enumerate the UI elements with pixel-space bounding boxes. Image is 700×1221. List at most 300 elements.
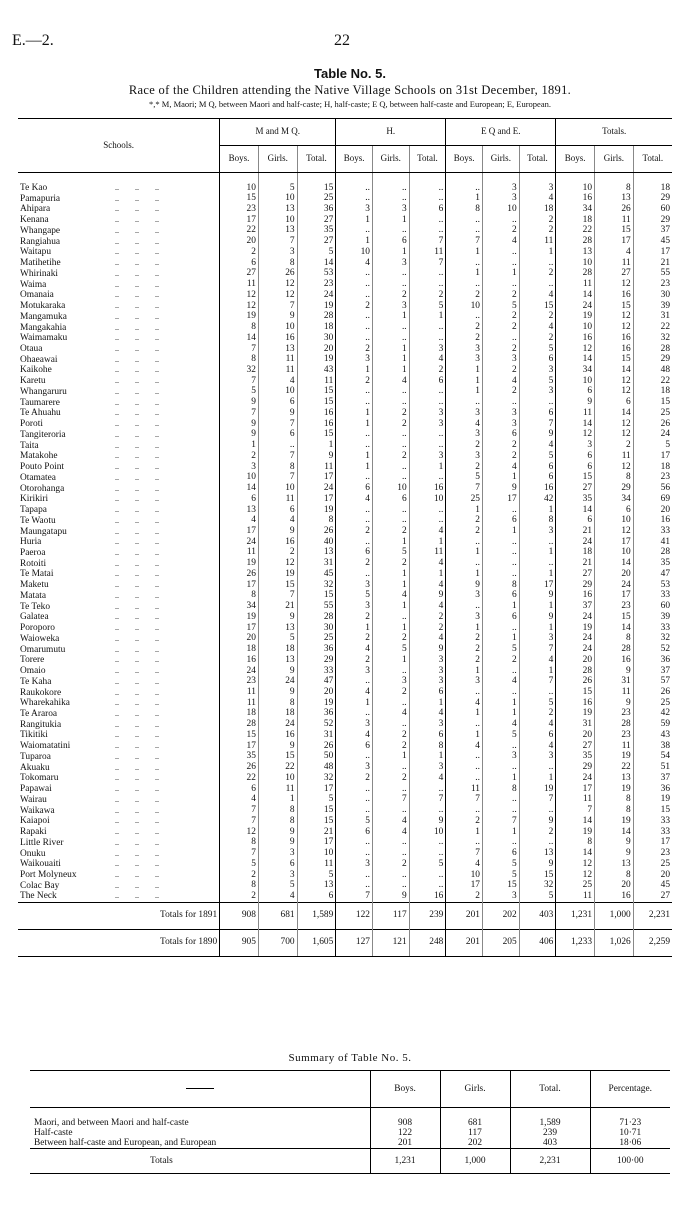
cell-value: 10 <box>446 301 483 312</box>
cell-value: .. <box>336 183 373 194</box>
school-label: Te Matai <box>20 569 54 580</box>
cell-value: 3 <box>409 344 446 355</box>
summary-total-value: 100·00 <box>590 1149 670 1174</box>
cell-value: 6 <box>258 398 297 409</box>
table-row <box>18 269 672 280</box>
cell-value: .. <box>336 806 373 817</box>
cell-value: .. <box>336 290 373 301</box>
school-label: Te Kao <box>20 183 48 193</box>
cell-value: 13 <box>220 505 259 516</box>
cell-value: .. <box>519 280 556 291</box>
cell-value: 33 <box>297 666 336 677</box>
cell-value: 4 <box>519 720 556 731</box>
cell-value: 2 <box>519 226 556 237</box>
school-name <box>18 387 220 398</box>
group-header-maori: M and M Q. <box>220 119 336 146</box>
cell-value: 11 <box>220 698 259 709</box>
cell-value: 5 <box>519 891 556 902</box>
leader-dots: .. .. .. <box>115 472 159 482</box>
cell-value: 6 <box>482 430 519 441</box>
cell-value: 8 <box>482 784 519 795</box>
cell-value: 4 <box>482 376 519 387</box>
school-label: Wharekahika <box>20 698 70 709</box>
table-row <box>18 494 672 505</box>
cell-value: 6 <box>336 827 373 838</box>
table-row <box>18 870 672 881</box>
school-name <box>18 516 220 527</box>
school-label: Kirikiri <box>20 494 49 505</box>
cell-value: 1 <box>519 602 556 613</box>
table-row <box>18 258 672 269</box>
cell-value: 4 <box>336 645 373 656</box>
cell-value: 15 <box>595 612 634 623</box>
cell-value: 19 <box>556 709 595 720</box>
school-label: Te Waotu <box>20 515 56 526</box>
cell-value: 12 <box>595 527 634 538</box>
cell-value: 37 <box>633 773 672 784</box>
cell-value: 3 <box>519 527 556 538</box>
leader-dots: .. .. .. <box>115 526 159 536</box>
cell-value: .. <box>446 559 483 570</box>
cell-value: 29 <box>556 763 595 774</box>
cell-value: 17 <box>297 473 336 484</box>
cell-value: 12 <box>595 387 634 398</box>
schools-column-header: Schools. <box>18 119 220 173</box>
table-row <box>18 323 672 334</box>
cell-value: 10 <box>220 473 259 484</box>
school-label: Te Kaha <box>20 676 52 687</box>
cell-value: 13 <box>258 226 297 237</box>
table-row <box>18 473 672 484</box>
cell-value: 36 <box>297 709 336 720</box>
school-name <box>18 183 220 194</box>
cell-value: .. <box>336 838 373 849</box>
cell-value: 7 <box>258 591 297 602</box>
cell-value: 2 <box>482 655 519 666</box>
cell-value: 9 <box>258 838 297 849</box>
cell-value: 3 <box>482 752 519 763</box>
cell-value: 3 <box>336 580 373 591</box>
cell-value: 13 <box>519 849 556 860</box>
cell-value: 5 <box>220 387 259 398</box>
cell-value: 9 <box>595 849 634 860</box>
cell-value: 12 <box>220 827 259 838</box>
cell-value: 4 <box>220 516 259 527</box>
cell-value: 8 <box>595 634 634 645</box>
cell-value: 16 <box>297 408 336 419</box>
cell-value: 18 <box>258 645 297 656</box>
cell-value: 12 <box>595 323 634 334</box>
cell-value: 3 <box>336 720 373 731</box>
school-name <box>18 301 220 312</box>
table-row <box>18 237 672 248</box>
school-name <box>18 559 220 570</box>
table-row <box>18 430 672 441</box>
cell-value: 4 <box>258 376 297 387</box>
cell-value: 31 <box>297 559 336 570</box>
cell-value: 37 <box>633 226 672 237</box>
cell-value: 9 <box>519 859 556 870</box>
cell-value: 27 <box>220 269 259 280</box>
cell-value: 2 <box>372 741 409 752</box>
cell-value: 41 <box>633 537 672 548</box>
cell-value: 6 <box>482 516 519 527</box>
summary-table <box>30 1070 670 1174</box>
cell-value: 2 <box>336 344 373 355</box>
cell-value: 34 <box>556 365 595 376</box>
cell-value: 27 <box>633 891 672 902</box>
cell-value: 1 <box>372 602 409 613</box>
cell-value: 10 <box>258 215 297 226</box>
leader-dots: .. .. .. <box>115 451 159 461</box>
cell-value: 33 <box>633 591 672 602</box>
school-label: Waimamaku <box>20 333 68 344</box>
cell-value: 23 <box>595 602 634 613</box>
school-name <box>18 441 220 452</box>
cell-value: 14 <box>595 365 634 376</box>
table-row <box>18 763 672 774</box>
leader-dots: .. .. .. <box>115 193 159 203</box>
school-label: Matakohe <box>20 451 58 462</box>
cell-value: 17 <box>595 237 634 248</box>
cell-value: 14 <box>220 333 259 344</box>
cell-value: 4 <box>519 441 556 452</box>
cell-value: 9 <box>595 666 634 677</box>
summary-row <box>30 1118 670 1128</box>
table-row <box>18 312 672 323</box>
school-label: Paeroa <box>20 547 46 558</box>
table-row <box>18 516 672 527</box>
cell-value: 2 <box>446 441 483 452</box>
table-row <box>18 698 672 709</box>
cell-value: 4 <box>519 741 556 752</box>
cell-value: 31 <box>595 677 634 688</box>
cell-value: 17 <box>595 591 634 602</box>
cell-value: 2 <box>446 516 483 527</box>
cell-value: 32 <box>220 365 259 376</box>
cell-value: 17 <box>220 741 259 752</box>
cell-value: 23 <box>220 204 259 215</box>
leader-dots: .. .. .. <box>115 547 159 557</box>
summary-value: 908 <box>370 1118 440 1128</box>
cell-value: 11 <box>258 494 297 505</box>
table-row <box>18 688 672 699</box>
cell-value: 16 <box>258 333 297 344</box>
cell-value: 5 <box>297 795 336 806</box>
cell-value: 7 <box>258 301 297 312</box>
school-name <box>18 881 220 892</box>
cell-value: 5 <box>297 247 336 258</box>
total-value: 201 <box>446 903 483 930</box>
cell-value: 2 <box>258 548 297 559</box>
cell-value: 7 <box>446 484 483 495</box>
cell-value: .. <box>446 806 483 817</box>
cell-value: .. <box>336 398 373 409</box>
school-name <box>18 376 220 387</box>
cell-value: 48 <box>297 763 336 774</box>
cell-value: 26 <box>633 688 672 699</box>
leader-dots: .. .. .. <box>115 730 159 740</box>
cell-value: 16 <box>409 484 446 495</box>
subheader-total: Total. <box>409 146 446 173</box>
cell-value: 12 <box>595 376 634 387</box>
cell-value: 32 <box>297 580 336 591</box>
cell-value: 19 <box>220 612 259 623</box>
cell-value: 17 <box>220 527 259 538</box>
cell-value: 12 <box>556 430 595 441</box>
leader-dots: .. .. .. <box>115 215 159 225</box>
cell-value: 2 <box>372 634 409 645</box>
cell-value: 36 <box>633 784 672 795</box>
school-label: Tapapa <box>20 505 47 516</box>
cell-value: 1 <box>519 548 556 559</box>
cell-value: 15 <box>633 398 672 409</box>
school-label: Ahipara <box>20 204 51 215</box>
cell-value: 15 <box>633 806 672 817</box>
cell-value: 11 <box>258 365 297 376</box>
cell-value: 15 <box>595 226 634 237</box>
cell-value: 3 <box>409 666 446 677</box>
cell-value: 3 <box>446 355 483 366</box>
cell-value: 34 <box>220 602 259 613</box>
cell-value: 34 <box>595 494 634 505</box>
subheader-boys: Boys. <box>220 146 259 173</box>
leader-dots: .. .. .. <box>115 440 159 450</box>
cell-value: 1 <box>336 698 373 709</box>
cell-value: 15 <box>482 881 519 892</box>
cell-value: .. <box>446 752 483 763</box>
cell-value: 21 <box>556 527 595 538</box>
leader-dots: .. .. .. <box>115 633 159 643</box>
cell-value: 6 <box>519 355 556 366</box>
cell-value: .. <box>446 183 483 194</box>
leader-dots: .. .. .. <box>115 784 159 794</box>
cell-value: 19 <box>258 569 297 580</box>
table-row <box>18 666 672 677</box>
cell-value: 7 <box>482 816 519 827</box>
cell-value: 3 <box>446 612 483 623</box>
cell-value: 13 <box>297 548 336 559</box>
school-label: Poroporo <box>20 623 55 634</box>
table-row <box>18 333 672 344</box>
school-label: Mangamuka <box>20 311 67 322</box>
cell-value: 27 <box>297 215 336 226</box>
cell-value: 4 <box>409 634 446 645</box>
cell-value: 6 <box>258 859 297 870</box>
cell-value: 1 <box>409 537 446 548</box>
cell-value: 43 <box>633 730 672 741</box>
cell-value: 14 <box>556 505 595 516</box>
cell-value: 36 <box>633 655 672 666</box>
cell-value: 9 <box>220 430 259 441</box>
cell-value: .. <box>482 247 519 258</box>
cell-value: .. <box>482 741 519 752</box>
school-label: Tokomaru <box>20 773 59 784</box>
cell-value: 28 <box>297 312 336 323</box>
table-row <box>18 183 672 194</box>
cell-value: 4 <box>409 580 446 591</box>
cell-value: 1 <box>446 376 483 387</box>
cell-value: 29 <box>633 355 672 366</box>
table-row <box>18 623 672 634</box>
cell-value: 15 <box>220 730 259 741</box>
cell-value: 19 <box>297 698 336 709</box>
cell-value: .. <box>336 430 373 441</box>
table-row <box>18 290 672 301</box>
cell-value: 6 <box>482 612 519 623</box>
summary-header-percentage: Percentage. <box>590 1071 670 1108</box>
cell-value: 18 <box>220 645 259 656</box>
cell-value: .. <box>372 806 409 817</box>
cell-value: 35 <box>220 752 259 763</box>
cell-value: 3 <box>482 408 519 419</box>
school-name <box>18 591 220 602</box>
cell-value: 19 <box>556 312 595 323</box>
cell-value: .. <box>482 838 519 849</box>
leader-dots: .. .. .. <box>115 258 159 268</box>
cell-value: 48 <box>633 365 672 376</box>
cell-value: 4 <box>258 516 297 527</box>
cell-value: 2 <box>446 290 483 301</box>
cell-value: .. <box>336 323 373 334</box>
cell-value: 1 <box>446 269 483 280</box>
cell-value: 15 <box>220 194 259 205</box>
table-row <box>18 827 672 838</box>
cell-value: 23 <box>595 730 634 741</box>
cell-value: .. <box>372 430 409 441</box>
cell-value: 28 <box>595 720 634 731</box>
cell-value: 32 <box>633 634 672 645</box>
cell-value: 2 <box>519 709 556 720</box>
cell-value: 2 <box>372 688 409 699</box>
cell-value: 2 <box>372 419 409 430</box>
cell-value: 60 <box>633 602 672 613</box>
cell-value: .. <box>336 505 373 516</box>
total-value: 700 <box>258 930 297 957</box>
cell-value: 15 <box>556 688 595 699</box>
cell-value: 31 <box>633 312 672 323</box>
leader-dots: .. .. .. <box>115 773 159 783</box>
cell-value: 8 <box>258 698 297 709</box>
summary-value: 18·06 <box>590 1138 670 1149</box>
cell-value: .. <box>446 688 483 699</box>
summary-header-total: Total. <box>510 1071 590 1108</box>
cell-value: 15 <box>519 301 556 312</box>
cell-value: 1 <box>446 623 483 634</box>
cell-value: 6 <box>556 516 595 527</box>
cell-value: 5 <box>482 730 519 741</box>
cell-value: 1 <box>482 698 519 709</box>
cell-value: 6 <box>519 462 556 473</box>
cell-value: 1 <box>519 569 556 580</box>
school-label: Kaiapoi <box>20 816 50 827</box>
cell-value: 30 <box>633 290 672 301</box>
school-label: Maketu <box>20 580 49 591</box>
cell-value: 52 <box>633 645 672 656</box>
cell-value: 6 <box>297 891 336 902</box>
cell-value: 3 <box>409 419 446 430</box>
school-name <box>18 730 220 741</box>
cell-value: 3 <box>372 204 409 215</box>
cell-value: 2 <box>519 215 556 226</box>
school-name <box>18 709 220 720</box>
leader-dots: .. .. .. <box>115 505 159 515</box>
cell-value: 17 <box>633 247 672 258</box>
cell-value: 28 <box>556 237 595 248</box>
total-value: 201 <box>446 930 483 957</box>
cell-value: 4 <box>336 258 373 269</box>
cell-value: 17 <box>297 784 336 795</box>
cell-value: 20 <box>220 634 259 645</box>
leader-dots: .. .. .. <box>115 827 159 837</box>
subheader-boys: Boys. <box>556 146 595 173</box>
table-row <box>18 891 672 902</box>
cell-value: 11 <box>556 408 595 419</box>
table-row <box>18 559 672 570</box>
cell-value: 4 <box>446 741 483 752</box>
cell-value: 26 <box>633 419 672 430</box>
school-name <box>18 816 220 827</box>
cell-value: .. <box>482 280 519 291</box>
cell-value: 4 <box>372 376 409 387</box>
table-row <box>18 849 672 860</box>
subheader-boys: Boys. <box>446 146 483 173</box>
leader-dots: .. .. .. <box>115 751 159 761</box>
cell-value: 3 <box>482 355 519 366</box>
cell-value: 18 <box>258 709 297 720</box>
cell-value: 8 <box>258 462 297 473</box>
school-label: Torere <box>20 655 45 666</box>
cell-value: 32 <box>519 881 556 892</box>
cell-value: 38 <box>633 741 672 752</box>
cell-value: 11 <box>220 688 259 699</box>
cell-value: 5 <box>519 344 556 355</box>
table-row <box>18 280 672 291</box>
cell-value: 3 <box>409 408 446 419</box>
cell-value: 4 <box>482 677 519 688</box>
leader-dots: .. .. .. <box>115 429 159 439</box>
summary-value: 71·23 <box>590 1118 670 1128</box>
cell-value: 9 <box>409 816 446 827</box>
school-label: Tangiteroria <box>20 429 66 440</box>
school-label: Maungatapu <box>20 526 67 537</box>
cell-value: .. <box>482 398 519 409</box>
cell-value: 20 <box>633 505 672 516</box>
cell-value: 39 <box>633 612 672 623</box>
cell-value: 10 <box>556 183 595 194</box>
cell-value: .. <box>519 537 556 548</box>
cell-value: 29 <box>556 580 595 591</box>
cell-value: 14 <box>556 355 595 366</box>
cell-value: 28 <box>633 344 672 355</box>
cell-value: 25 <box>633 698 672 709</box>
cell-value: 2 <box>482 344 519 355</box>
summary-row-label: Maori, and between Maori and half-caste <box>34 1118 189 1128</box>
cell-value: 6 <box>595 505 634 516</box>
table-row <box>18 344 672 355</box>
cell-value: 8 <box>258 258 297 269</box>
cell-value: 1 <box>336 215 373 226</box>
school-label: Waikouaiti <box>20 859 61 870</box>
cell-value: 15 <box>297 806 336 817</box>
cell-value: 4 <box>409 559 446 570</box>
cell-value: 57 <box>633 677 672 688</box>
school-label: Tuparoa <box>20 751 51 762</box>
cell-value: 31 <box>556 720 595 731</box>
school-name <box>18 226 220 237</box>
summary-header-boys: Boys. <box>370 1071 440 1108</box>
cell-value: 11 <box>595 451 634 462</box>
